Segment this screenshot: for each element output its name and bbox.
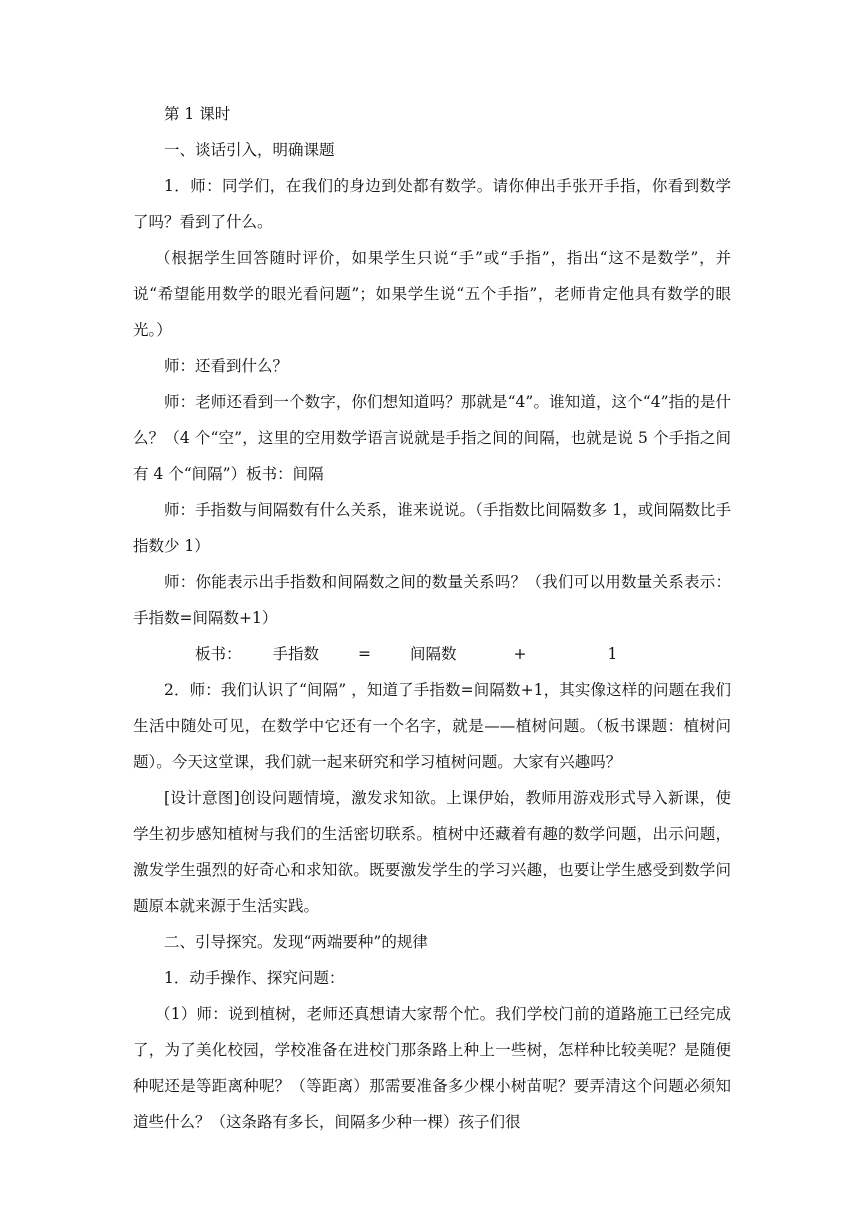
formula-one: 1 bbox=[607, 645, 618, 663]
blackboard-formula bbox=[133, 636, 731, 672]
formula-plus: + bbox=[513, 645, 527, 663]
formula-prefix: 板书： bbox=[195, 645, 242, 663]
paragraph-6: 师：你能表示出手指数和间隔数之间的数量关系吗？（我们可以用数量关系表示：手指数=间隔数+1） bbox=[133, 573, 731, 627]
paragraph-9: 1．动手操作、探究问题： bbox=[164, 969, 345, 987]
document-body bbox=[133, 96, 731, 1140]
section-heading-2: 二、引导探究。发现“两端要种”的规律 bbox=[164, 933, 428, 951]
formula-left: 手指数 bbox=[272, 645, 320, 663]
paragraph-1: 1．师：同学们，在我们的身边到处都有数学。请你伸出手张开手指，你看到数学了吗？看到了什么。 bbox=[133, 177, 731, 231]
paragraph-5: 师：手指数与间隔数有什么关系，谁来说说。（手指数比间隔数多 1，或间隔数比手指数少 1） bbox=[133, 501, 731, 555]
paragraph-3: 师：还看到什么？ bbox=[164, 357, 289, 375]
paragraph-4: 师：老师还看到一个数字，你们想知道吗？那就是“4”。谁知道，这个“4”指的是什么？（4 个“空”，这里的空用数学语言说就是手指之间的间隔，也就是说 5 个手指之间有 4 个“间隔”）板书：间隔 bbox=[133, 393, 731, 483]
paragraph-10: （1）师：说到植树，老师还真想请大家帮个忙。我们学校门前的道路施工已经完成了，为了美化校园，学校准备在进校门那条路上种上一些树，怎样种比较美呢？是随便种呢还是等距离种呢？（等距离）那需要准备多少棵小树苗呢？要弄清这个问题必须知道些什么？（这条路有多长，间隔多少种一棵）孩子们很 bbox=[133, 1005, 731, 1131]
design-intent-paragraph: [设计意图]创设问题情境，激发求知欲。上课伊始，教师用游戏形式导入新课，使学生初步感知植树与我们的生活密切联系。植树中还藏着有趣的数学问题，出示问题，激发学生强烈的好奇心和求知欲。既要激发学生的学习兴趣，也要让学生感受到数学问题原本就来源于生活实践。 bbox=[133, 789, 731, 915]
lesson-label: 第 1 课时 bbox=[164, 105, 231, 123]
formula-mid: 间隔数 bbox=[410, 645, 457, 663]
paragraph-2: （根据学生回答随时评价，如果学生只说“手”或“手指”，指出“这不是数学”，并说“希望能用数学的眼光看问题”；如果学生说“五个手指”，老师肯定他具有数学的眼光。） bbox=[133, 249, 731, 339]
section-heading-1: 一、谈话引入，明确课题 bbox=[164, 141, 335, 159]
formula-equals: = bbox=[358, 645, 372, 663]
paragraph-7: 2．师：我们认识了“间隔” ，知道了手指数=间隔数+1，其实像这样的问题在我们生活中随处可见，在数学中它还有一个名字，就是——植树问题。（板书课题：植树问题）。今天这堂课，我们就一起来研究和学习植树问题。大家有兴趣吗？ bbox=[133, 681, 731, 771]
